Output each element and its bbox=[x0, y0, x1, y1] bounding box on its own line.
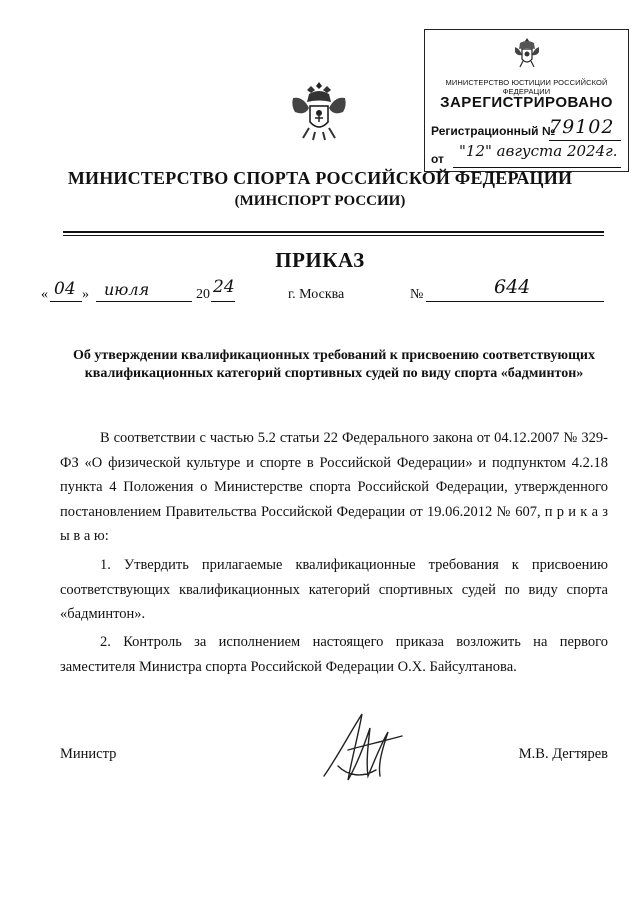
order-month: июля bbox=[104, 280, 150, 299]
stamp-date-value: "12" августа 2024г. bbox=[459, 142, 618, 160]
date-close-quote: » bbox=[82, 287, 89, 302]
handwritten-signature bbox=[318, 706, 408, 790]
order-subject: Об утверждении квалификационных требований к присвоению соответствующих квалификационных категорий спортивных судей по виду спорта «бадминтон» bbox=[73, 348, 595, 381]
registration-stamp bbox=[424, 29, 629, 172]
signer-name: М.В. Дегтярев bbox=[518, 746, 608, 762]
body-paragraph-2: 1. Утвердить прилагаемые квалификационные требования к присвоению соответствующих квалификационных категорий спортивных судей по виду спорта «бадминтон». bbox=[60, 557, 608, 622]
order-year-suffix: 24 bbox=[213, 277, 235, 297]
order-number-sign: № bbox=[410, 287, 424, 302]
stamp-number-value: 79102 bbox=[549, 116, 615, 138]
document-type: ПРИКАЗ bbox=[275, 248, 365, 272]
order-number: 644 bbox=[494, 276, 531, 298]
order-day: 04 bbox=[54, 279, 76, 299]
body-paragraph-1: В соответствии с частью 5.2 статьи 22 Федерального закона от 04.12.2007 № 329-ФЗ «О физической культуре и спорте в Российской Федерации» и подпунктом 4.2.18 пункта 4 Положения о Министерстве спорта Российской Федерации, утвержденного постановлением Правительства Российской Федерации от 19.06.2012 № 607, п р и к а з ы в а ю: bbox=[60, 430, 608, 544]
signer-title: Министр bbox=[60, 746, 117, 762]
ministry-short-title: (МИНСПОРТ РОССИИ) bbox=[234, 193, 406, 209]
month-line bbox=[96, 301, 192, 302]
emblem-icon bbox=[289, 78, 349, 146]
order-year-prefix: 20 bbox=[196, 287, 210, 302]
stamp-status: ЗАРЕГИСТРИРОВАНО bbox=[440, 94, 613, 111]
order-place: г. Москва bbox=[288, 287, 345, 302]
body-paragraph-3: 2. Контроль за исполнением настоящего приказа возложить на первого заместителя Министра спорта Российской Федерации О.Х. Байсултанова. bbox=[60, 634, 608, 675]
number-line bbox=[426, 301, 604, 302]
date-open-quote: « bbox=[41, 287, 48, 302]
header-rule-thin bbox=[63, 235, 604, 236]
stamp-organization: МИНИСТЕРСТВО ЮСТИЦИИ РОССИЙСКОЙ ФЕДЕРАЦИИ bbox=[445, 78, 608, 96]
header-rule bbox=[63, 231, 604, 233]
stamp-date-prefix: от bbox=[431, 152, 444, 166]
coat-of-arms-icon bbox=[512, 35, 542, 71]
ministry-title: МИНИСТЕРСТВО СПОРТА РОССИЙСКОЙ ФЕДЕРАЦИИ bbox=[67, 168, 573, 188]
year-line bbox=[211, 301, 235, 302]
stamp-number-label: Регистрационный № bbox=[431, 124, 556, 138]
day-line bbox=[50, 301, 82, 302]
stamp-number-line bbox=[549, 140, 621, 141]
